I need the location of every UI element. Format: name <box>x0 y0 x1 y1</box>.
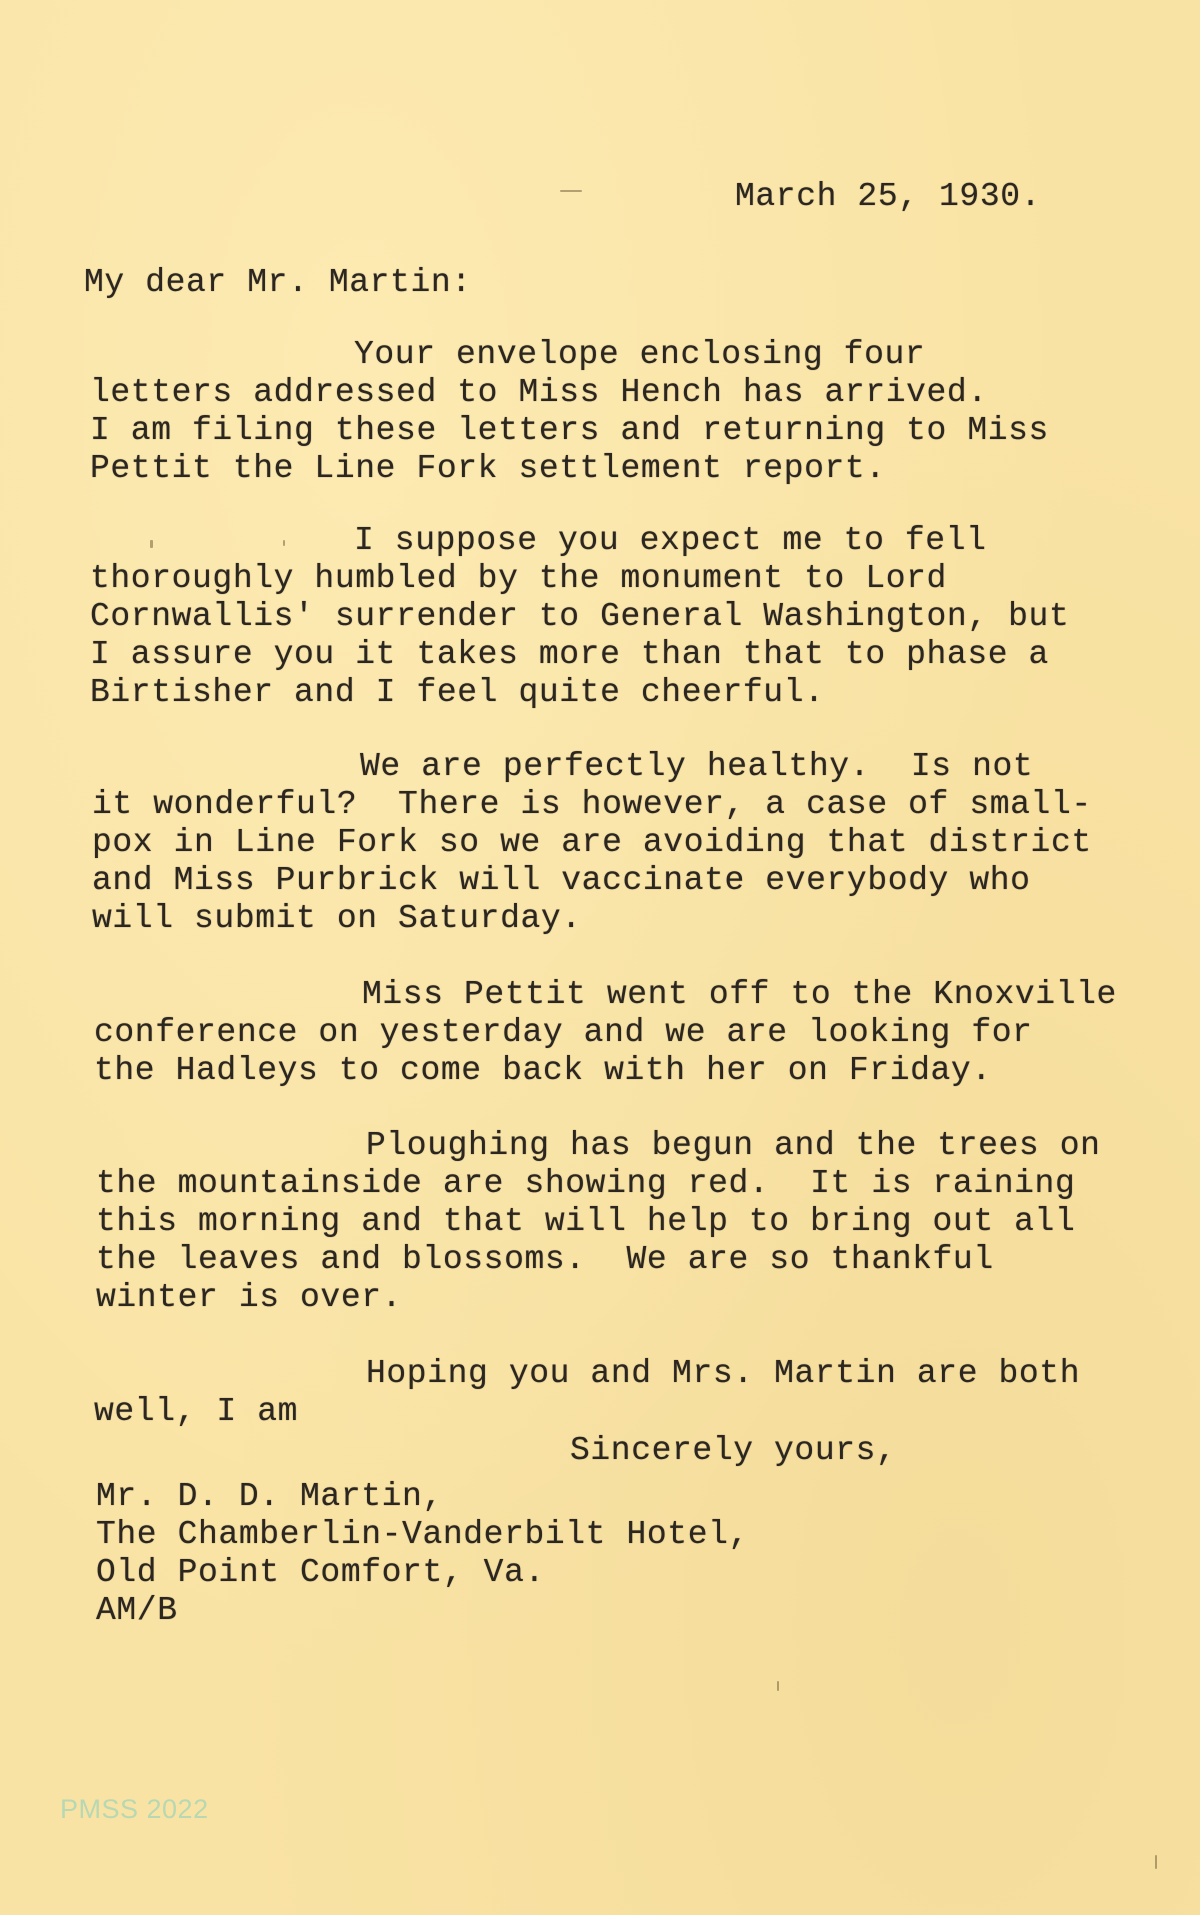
paragraph-line: Ploughing has begun and the trees on <box>366 1127 1101 1164</box>
paragraph-line: it wonderful? There is however, a case of small- <box>92 786 1092 823</box>
paper-speck <box>560 190 582 192</box>
letter-date: March 25, 1930. <box>735 178 1042 215</box>
paragraph-line: We are perfectly healthy. Is not <box>360 748 1034 785</box>
paragraph-line: the Hadleys to come back with her on Friday. <box>94 1052 992 1089</box>
paragraph-line: Miss Pettit went off to the Knoxville <box>362 976 1117 1013</box>
paragraph-line: pox in Line Fork so we are avoiding that district <box>92 824 1092 861</box>
paragraph-line: the leaves and blossoms. We are so thankful <box>96 1241 994 1278</box>
address-line: The Chamberlin-Vanderbilt Hotel, <box>96 1516 749 1553</box>
paper-speck <box>283 540 285 546</box>
paper-speck <box>150 540 153 548</box>
typist-initials: AM/B <box>96 1592 178 1629</box>
paragraph-line: Birtisher and I feel quite cheerful. <box>90 674 825 711</box>
paragraph-line: thoroughly humbled by the monument to Lord <box>90 560 947 597</box>
paragraph-line: I assure you it takes more than that to phase a <box>90 636 1049 673</box>
address-line: Old Point Comfort, Va. <box>96 1554 545 1591</box>
salutation: My dear Mr. Martin: <box>84 264 472 301</box>
paragraph-line: well, I am <box>94 1393 299 1430</box>
paragraph-line: Hoping you and Mrs. Martin are both <box>366 1355 1081 1392</box>
paragraph-line: this morning and that will help to bring out all <box>96 1203 1076 1240</box>
paper-speck <box>1155 1855 1157 1869</box>
paragraph-line: I am filing these letters and returning to Miss <box>90 412 1049 449</box>
paragraph-line: the mountainside are showing red. It is raining <box>96 1165 1076 1202</box>
paragraph-line: Your envelope enclosing four <box>354 336 926 373</box>
paragraph-line: conference on yesterday and we are looking for <box>94 1014 1033 1051</box>
paragraph-line: letters addressed to Miss Hench has arrived. <box>90 374 988 411</box>
paragraph-line: will submit on Saturday. <box>92 900 582 937</box>
address-line: Mr. D. D. Martin, <box>96 1478 443 1515</box>
closing: Sincerely yours, <box>570 1432 897 1469</box>
paragraph-line: winter is over. <box>96 1279 403 1316</box>
paragraph-line: I suppose you expect me to fell <box>354 522 987 559</box>
paragraph-line: Pettit the Line Fork settlement report. <box>90 450 886 487</box>
paragraph-line: and Miss Purbrick will vaccinate everybody who <box>92 862 1031 899</box>
paragraph-line: Cornwallis' surrender to General Washington, but <box>90 598 1070 635</box>
paper-speck <box>777 1681 779 1691</box>
watermark: PMSS 2022 <box>60 1794 209 1824</box>
